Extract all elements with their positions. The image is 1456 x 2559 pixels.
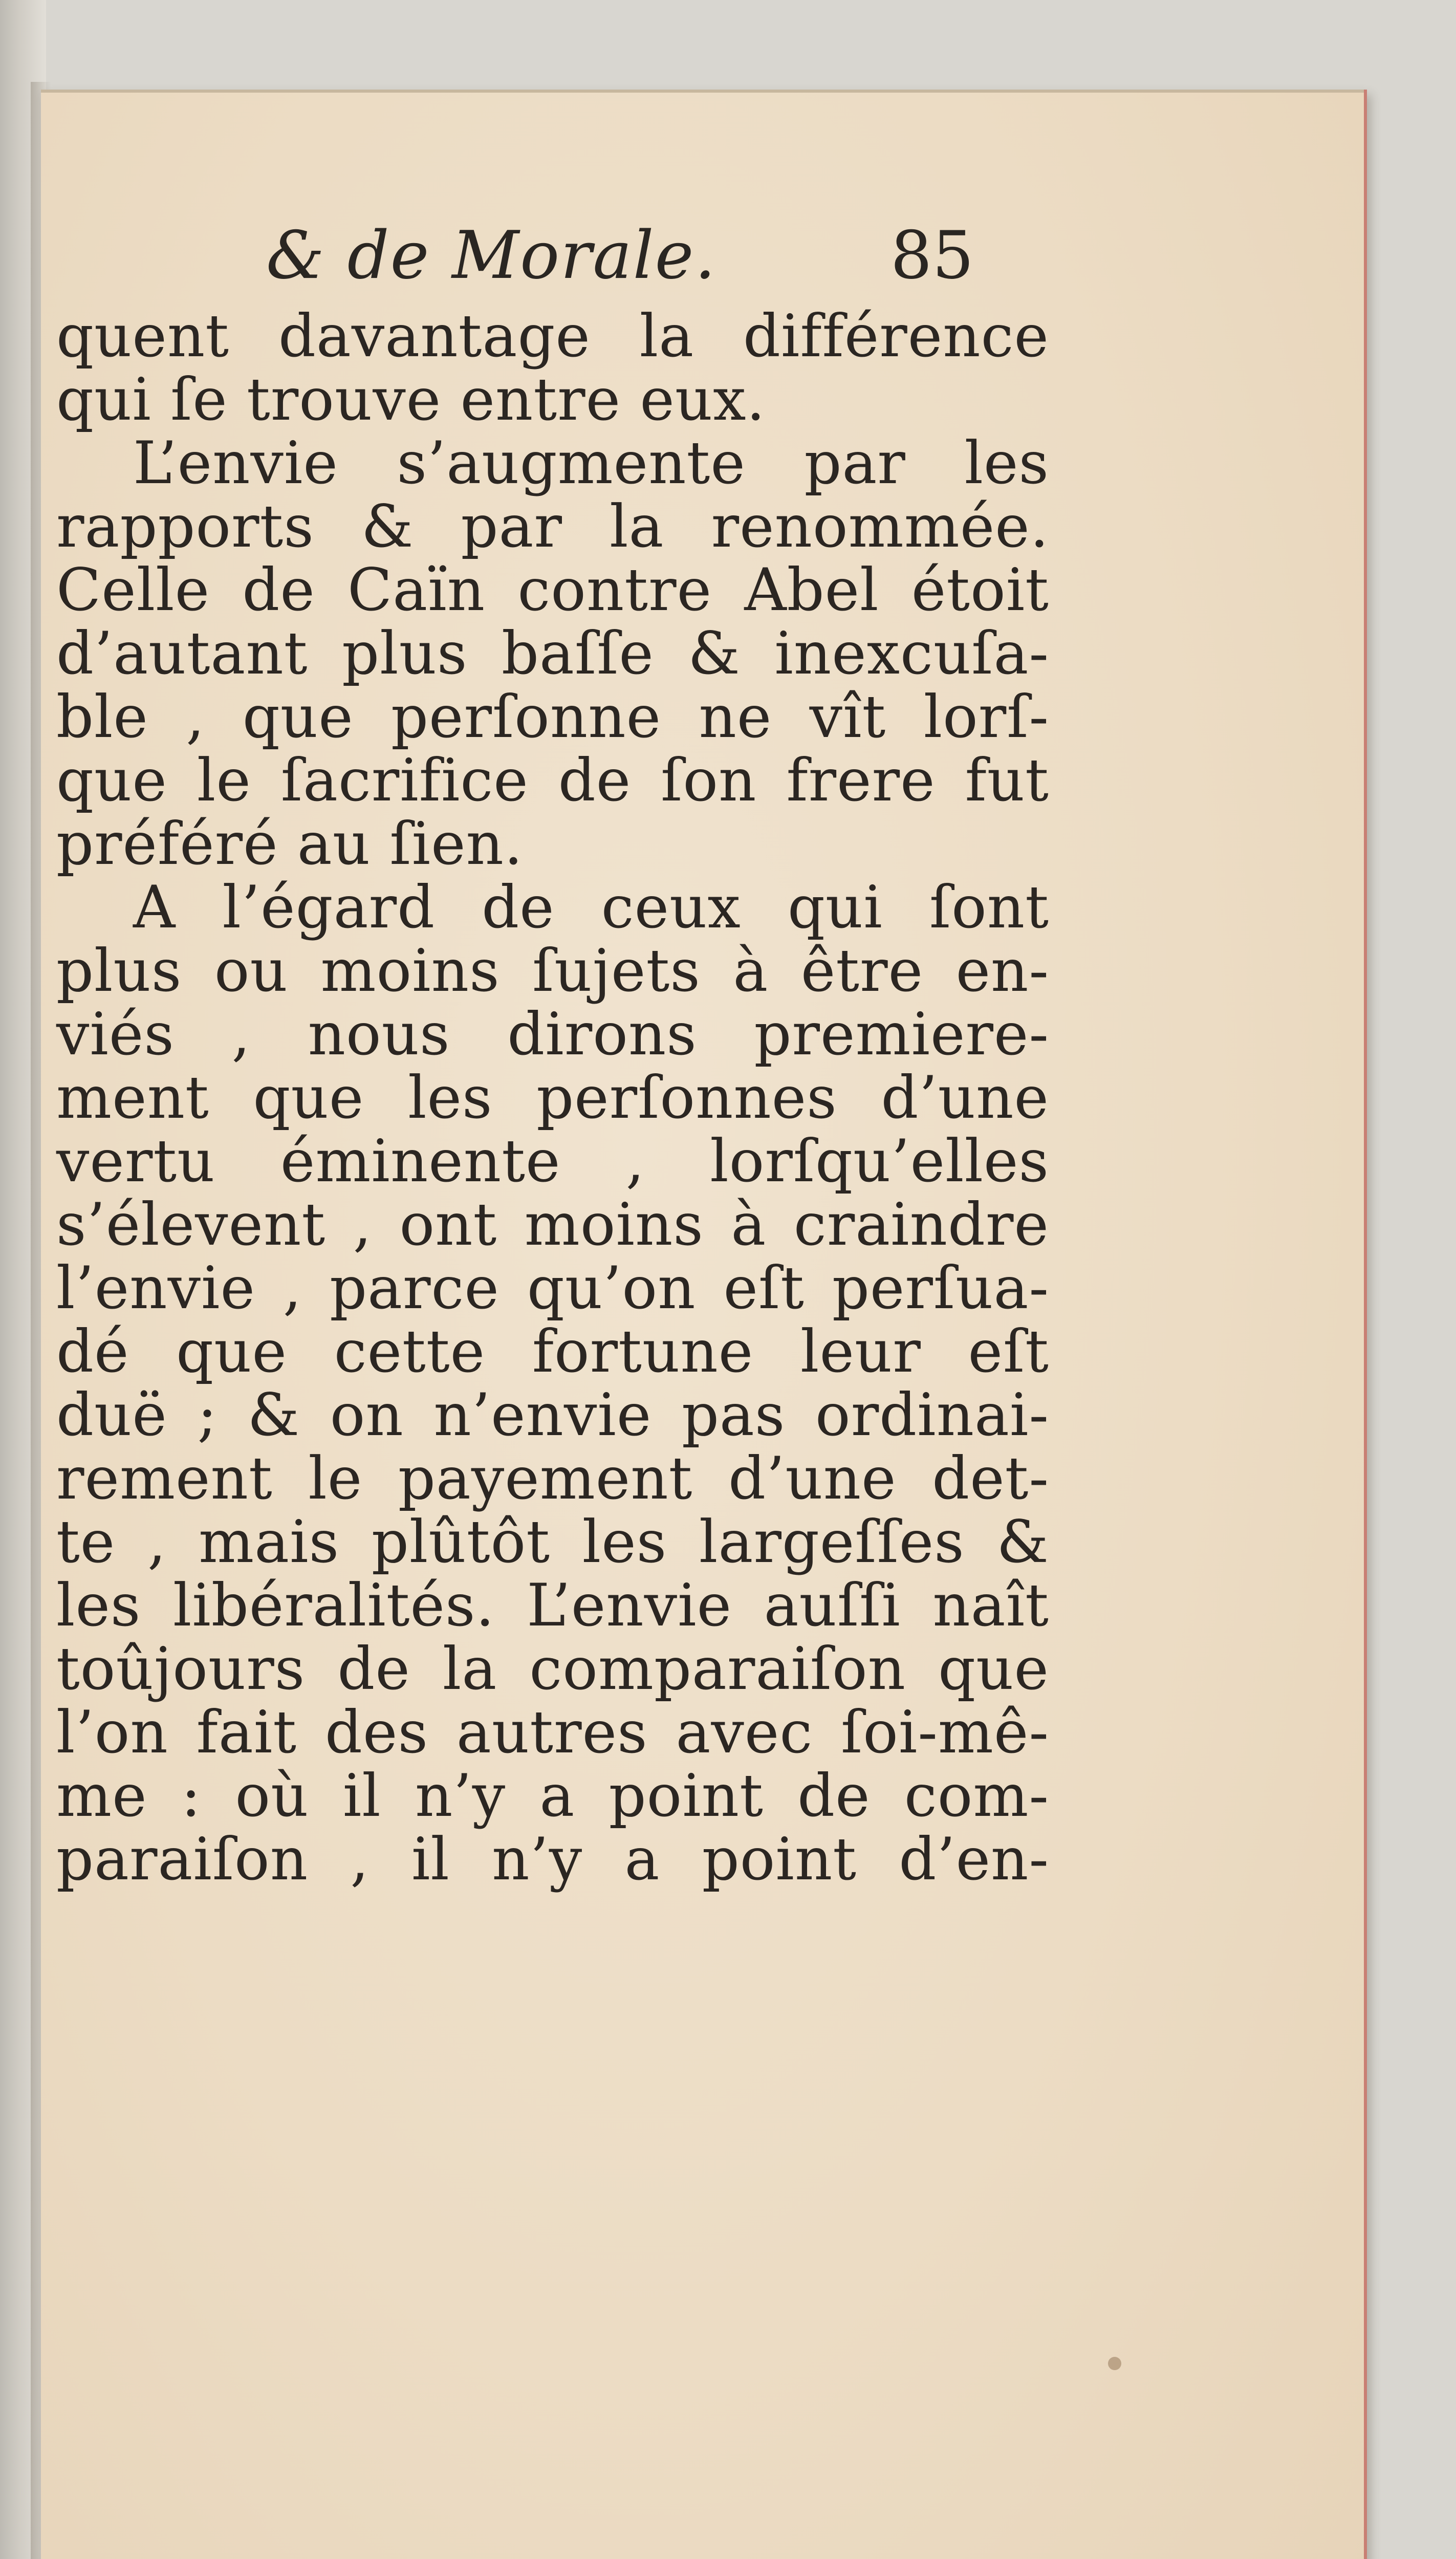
- text-line: rapports & par la renommée.: [56, 492, 1049, 560]
- text-line: que le ſacrifice de ſon frere fut: [56, 746, 1049, 814]
- text-line: plus ou moins ſujets à être en-: [56, 937, 1049, 1005]
- text-line: ble , que perſonne ne vît lorſ-: [56, 683, 1049, 751]
- text-line: vertu éminente , lorſqu’elles: [56, 1127, 1049, 1195]
- body-text: [56, 302, 1049, 1893]
- text-line: les libéralités. L’envie auſſi naît: [56, 1571, 1049, 1639]
- text-line: préféré au ſien.: [56, 810, 524, 878]
- text-line: l’envie , parce qu’on eſt perſua-: [56, 1254, 1049, 1322]
- book-page: [41, 90, 1367, 2559]
- text-line: d’autant plus baſſe & inexcuſa-: [56, 619, 1049, 687]
- paper-spot: [1108, 2357, 1121, 2370]
- running-head: & de Morale.: [266, 218, 716, 294]
- text-line: me : où il n’y a point de com-: [56, 1762, 1049, 1830]
- text-line: viés , nous dirons premiere-: [56, 1000, 1049, 1068]
- text-line: Celle de Caïn contre Abel étoit: [56, 556, 1049, 624]
- text-line: dé que cette fortune leur eſt: [56, 1317, 1049, 1385]
- text-line: s’élevent , ont moins à craindre: [56, 1190, 1049, 1259]
- text-line: qui ſe trouve entre eux.: [56, 365, 766, 433]
- text-line: L’envie s’augmente par les: [133, 429, 1049, 497]
- page-top-edge: [41, 90, 1364, 93]
- text-line: te , mais plûtôt les largeſſes &: [56, 1508, 1049, 1576]
- text-line: duë ; & on n’envie pas ordinai-: [56, 1381, 1049, 1449]
- text-line: toûjours de la comparaiſon que: [56, 1635, 1049, 1703]
- text-line: quent davantage la différence: [56, 302, 1049, 370]
- text-line: rement le payement d’une det-: [56, 1444, 1049, 1512]
- text-line: ment que les perſonnes d’une: [56, 1064, 1049, 1132]
- text-line: A l’égard de ceux qui ſont: [133, 873, 1049, 941]
- text-line: paraiſon , il n’y a point d’en-: [56, 1825, 1049, 1893]
- text-line: l’on fait des autres avec ſoi-mê-: [56, 1698, 1049, 1766]
- page-number: 85: [890, 218, 974, 294]
